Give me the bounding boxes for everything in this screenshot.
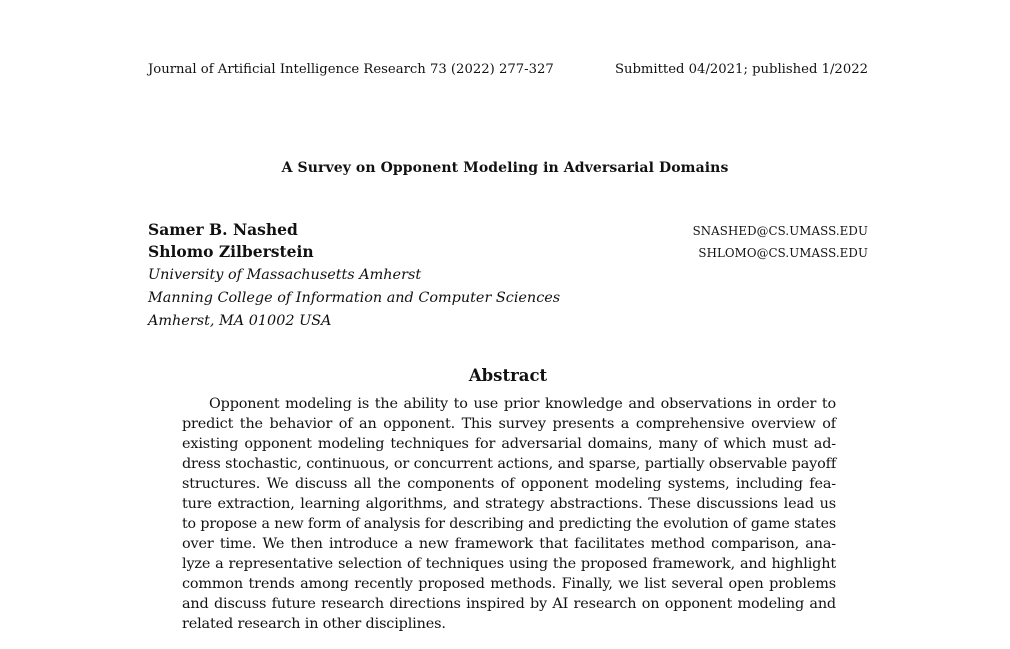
author-email[interactable]: SNASHED@CS.UMASS.EDU bbox=[692, 224, 868, 238]
affiliation-line: Manning College of Information and Computer Sciences bbox=[148, 290, 561, 306]
abstract-heading: Abstract bbox=[468, 366, 548, 385]
abstract-line: and discuss future research directions inspired by AI research on opponent modeling and bbox=[182, 596, 836, 612]
author-name: Shlomo Zilberstein bbox=[148, 242, 314, 261]
abstract-line: dress stochastic, continuous, or concurrent actions, and sparse, partially observable payoff bbox=[182, 456, 836, 472]
author-email[interactable]: SHLOMO@CS.UMASS.EDU bbox=[698, 246, 868, 260]
abstract-line: over time. We then introduce a new framework that facilitates method comparison, ana- bbox=[182, 536, 836, 552]
journal-citation: Journal of Artificial Intelligence Research 73 (2022) 277-327 bbox=[148, 62, 554, 77]
abstract-line: predict the behavior of an opponent. This survey presents a comprehensive overview of bbox=[182, 416, 836, 432]
submission-dates: Submitted 04/2021; published 1/2022 bbox=[614, 62, 868, 77]
abstract-line: Opponent modeling is the ability to use prior knowledge and observations in order to bbox=[209, 396, 836, 412]
abstract-line: existing opponent modeling techniques for adversarial domains, many of which must ad- bbox=[182, 436, 836, 452]
abstract-line: to propose a new form of analysis for describing and predicting the evolution of game states bbox=[182, 516, 836, 532]
abstract-line: common trends among recently proposed methods. Finally, we list several open problems bbox=[182, 576, 836, 592]
abstract-line: ture extraction, learning algorithms, and strategy abstractions. These discussions lead us bbox=[182, 496, 836, 512]
affiliation-line: Amherst, MA 01002 USA bbox=[148, 313, 332, 329]
paper-title: A Survey on Opponent Modeling in Adversarial Domains bbox=[281, 160, 729, 176]
author-name: Samer B. Nashed bbox=[148, 220, 298, 239]
abstract-line: lyze a representative selection of techniques using the proposed framework, and highlight bbox=[182, 556, 836, 572]
affiliation-line: University of Massachusetts Amherst bbox=[148, 267, 422, 283]
abstract-line: structures. We discuss all the components of opponent modeling systems, including fea- bbox=[182, 476, 836, 492]
abstract-line: related research in other disciplines. bbox=[182, 616, 446, 632]
